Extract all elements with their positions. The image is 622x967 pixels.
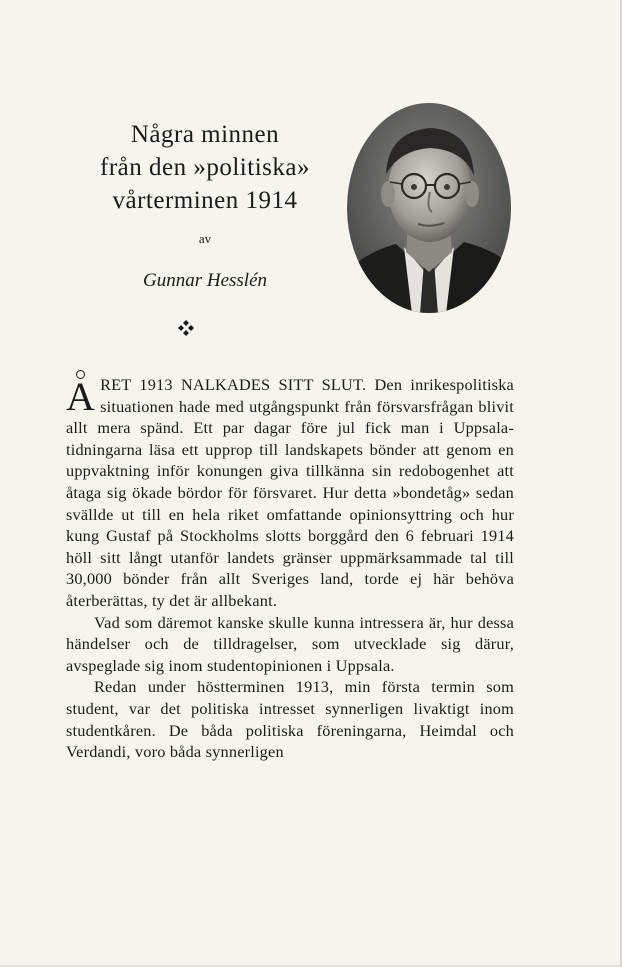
paragraph-2: Vad som däremot kanske skulle kunna intressera är, hur dessa händelser och de tilldragelser, som utvecklade sig därur, avspeglade sig inom studentopinionen i Uppsala. xyxy=(66,612,514,675)
byline-av: av xyxy=(198,231,212,246)
diamond-ornament-icon xyxy=(176,318,196,338)
portrait-photo-icon xyxy=(346,102,512,314)
drop-cap: A xyxy=(66,378,95,416)
title-line-2: från den »politiska» xyxy=(100,154,310,181)
paragraph-1 xyxy=(66,374,514,612)
article-title xyxy=(70,118,340,217)
article-body xyxy=(66,374,514,763)
paragraph-3: Redan under höstterminen 1913, min första termin som student, var det politiska intresset synnerligen livaktigt inom studentkåren. De båda politiska föreningarna, Heimdal och Verdandi, voro båda synnerligen xyxy=(66,677,514,762)
title-line-3: vårterminen 1914 xyxy=(112,187,298,214)
paragraph-1-text: RET 1913 NALKADES SITT SLUT. Den inrikespolitiska situationen hade med utgångspunkt från försvarsfrågan blivit allt mera spänd. Ett par dagar före jul fick man i Uppsala-tidningarna läsa ett upprop till landskapets bönder att genom en uppvaktning inför konungen giva tillkänna sin redobogenhet att åtaga sig ökade bördor för försvaret. Hur detta »bondetåg» sedan svällde ut till en hela riket omfattande opinionsyttring och hur kung Gustaf på Stockholms slotts borggård den 6 februari 1914 höll sitt långt utanför landets gränser uppmärksammade tal till 30,000 bönder från allt Sveriges land, torde ej här behöva återberättas, ty det är allbekant. xyxy=(66,375,514,610)
author-name: Gunnar Hesslén xyxy=(142,270,268,291)
title-line-1: Några minnen xyxy=(130,121,280,148)
